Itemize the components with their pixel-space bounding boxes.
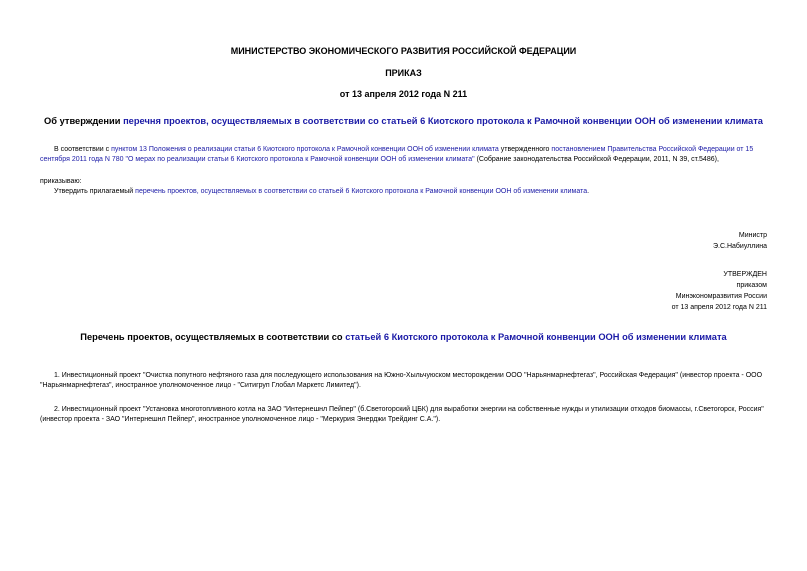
- approved-label: УТВЕРЖДЕН: [723, 271, 767, 278]
- approve-text-2: .: [587, 188, 590, 195]
- list-item: 1. Инвестиционный проект "Очистка попутного нефтяного газа для последующего использования на Южно-Хыльчуюском месторождении ООО "Нарьянмарнефтегаз", Российская Федерация" (инвестор проекта - ООО "Нарьянмарнефтегаз", иностранное уполномоченное лицо - "Ситигруп Глобал Маркетс Лимитед").: [40, 372, 763, 389]
- signature-block: [713, 230, 767, 252]
- ministry-title: МИНИСТЕРСТВО ЭКОНОМИЧЕСКОГО РАЗВИТИЯ РОССИЙСКОЙ ФЕДЕРАЦИИ: [230, 46, 577, 56]
- approve-paragraph: [40, 187, 771, 197]
- regulation-link[interactable]: пунктом 13 Положения о реализации статьи 6 Киотского протокола к Рамочной конвенции ООН об изменении климата: [111, 146, 499, 153]
- heading-link[interactable]: перечня проектов, осуществляемых в соответствии со статьей 6 Киотского протокола к Рамочной конвенции ООН об изменении климата: [123, 116, 763, 126]
- heading-text: Об утверждении: [44, 116, 124, 126]
- project-list-link[interactable]: перечень проектов, осуществляемых в соответствии со статьей 6 Киотского протокола к Рамочной конвенции ООН об изменении климата: [135, 188, 588, 195]
- decides-text: приказываю:: [40, 178, 82, 185]
- document-type: ПРИКАЗ: [385, 68, 422, 78]
- intro-text-3: (Собрание законодательства Российской Федерации, 2011, N 39, ст.5486),: [474, 156, 719, 163]
- resolution-link[interactable]: постановлением Правительства Российской Федерации от 15 сентября 2011 года N 780 "О мерах по реализации статьи 6 Киотского протокола к Рамочной конвенции ООН об изменении климата": [40, 146, 754, 163]
- list-heading: [0, 332, 807, 342]
- approved-date: от 13 апреля 2012 года N 211: [671, 304, 767, 311]
- document-date-number: от 13 апреля 2012 года N 211: [339, 89, 468, 99]
- intro-paragraph: [40, 145, 771, 165]
- list-heading-link[interactable]: статьей 6 Киотского протокола к Рамочной конвенции ООН об изменении климата: [345, 332, 727, 342]
- list-heading-text: Перечень проектов, осуществляемых в соответствии со: [80, 332, 346, 342]
- approved-ministry: Минэкономразвития России: [675, 293, 767, 300]
- intro-text-2: утвержденного: [498, 146, 552, 153]
- approval-stamp-block: [672, 269, 767, 313]
- list-item: 2. Инвестиционный проект "Установка многотопливного котла на ЗАО "Интернешнл Пейпер" (б.Светогорский ЦБК) для выработки энергии на собственные нужды и утилизации отходов биомассы, г.Светогорск, Россия" (инвестор проекта - ЗАО "Интернешнл Пейпер", иностранное уполномоченное лицо - "Меркурия Энерджи Трейдинг С.А.").: [40, 406, 764, 423]
- signature-position: Министр: [738, 232, 767, 239]
- signature-name: Э.С.Набиуллина: [712, 243, 767, 250]
- intro-text-1: В соответствии с: [54, 146, 112, 153]
- approve-text-1: Утвердить прилагаемый: [54, 188, 136, 195]
- approved-by-order: приказом: [736, 282, 767, 289]
- document-heading: [0, 116, 807, 126]
